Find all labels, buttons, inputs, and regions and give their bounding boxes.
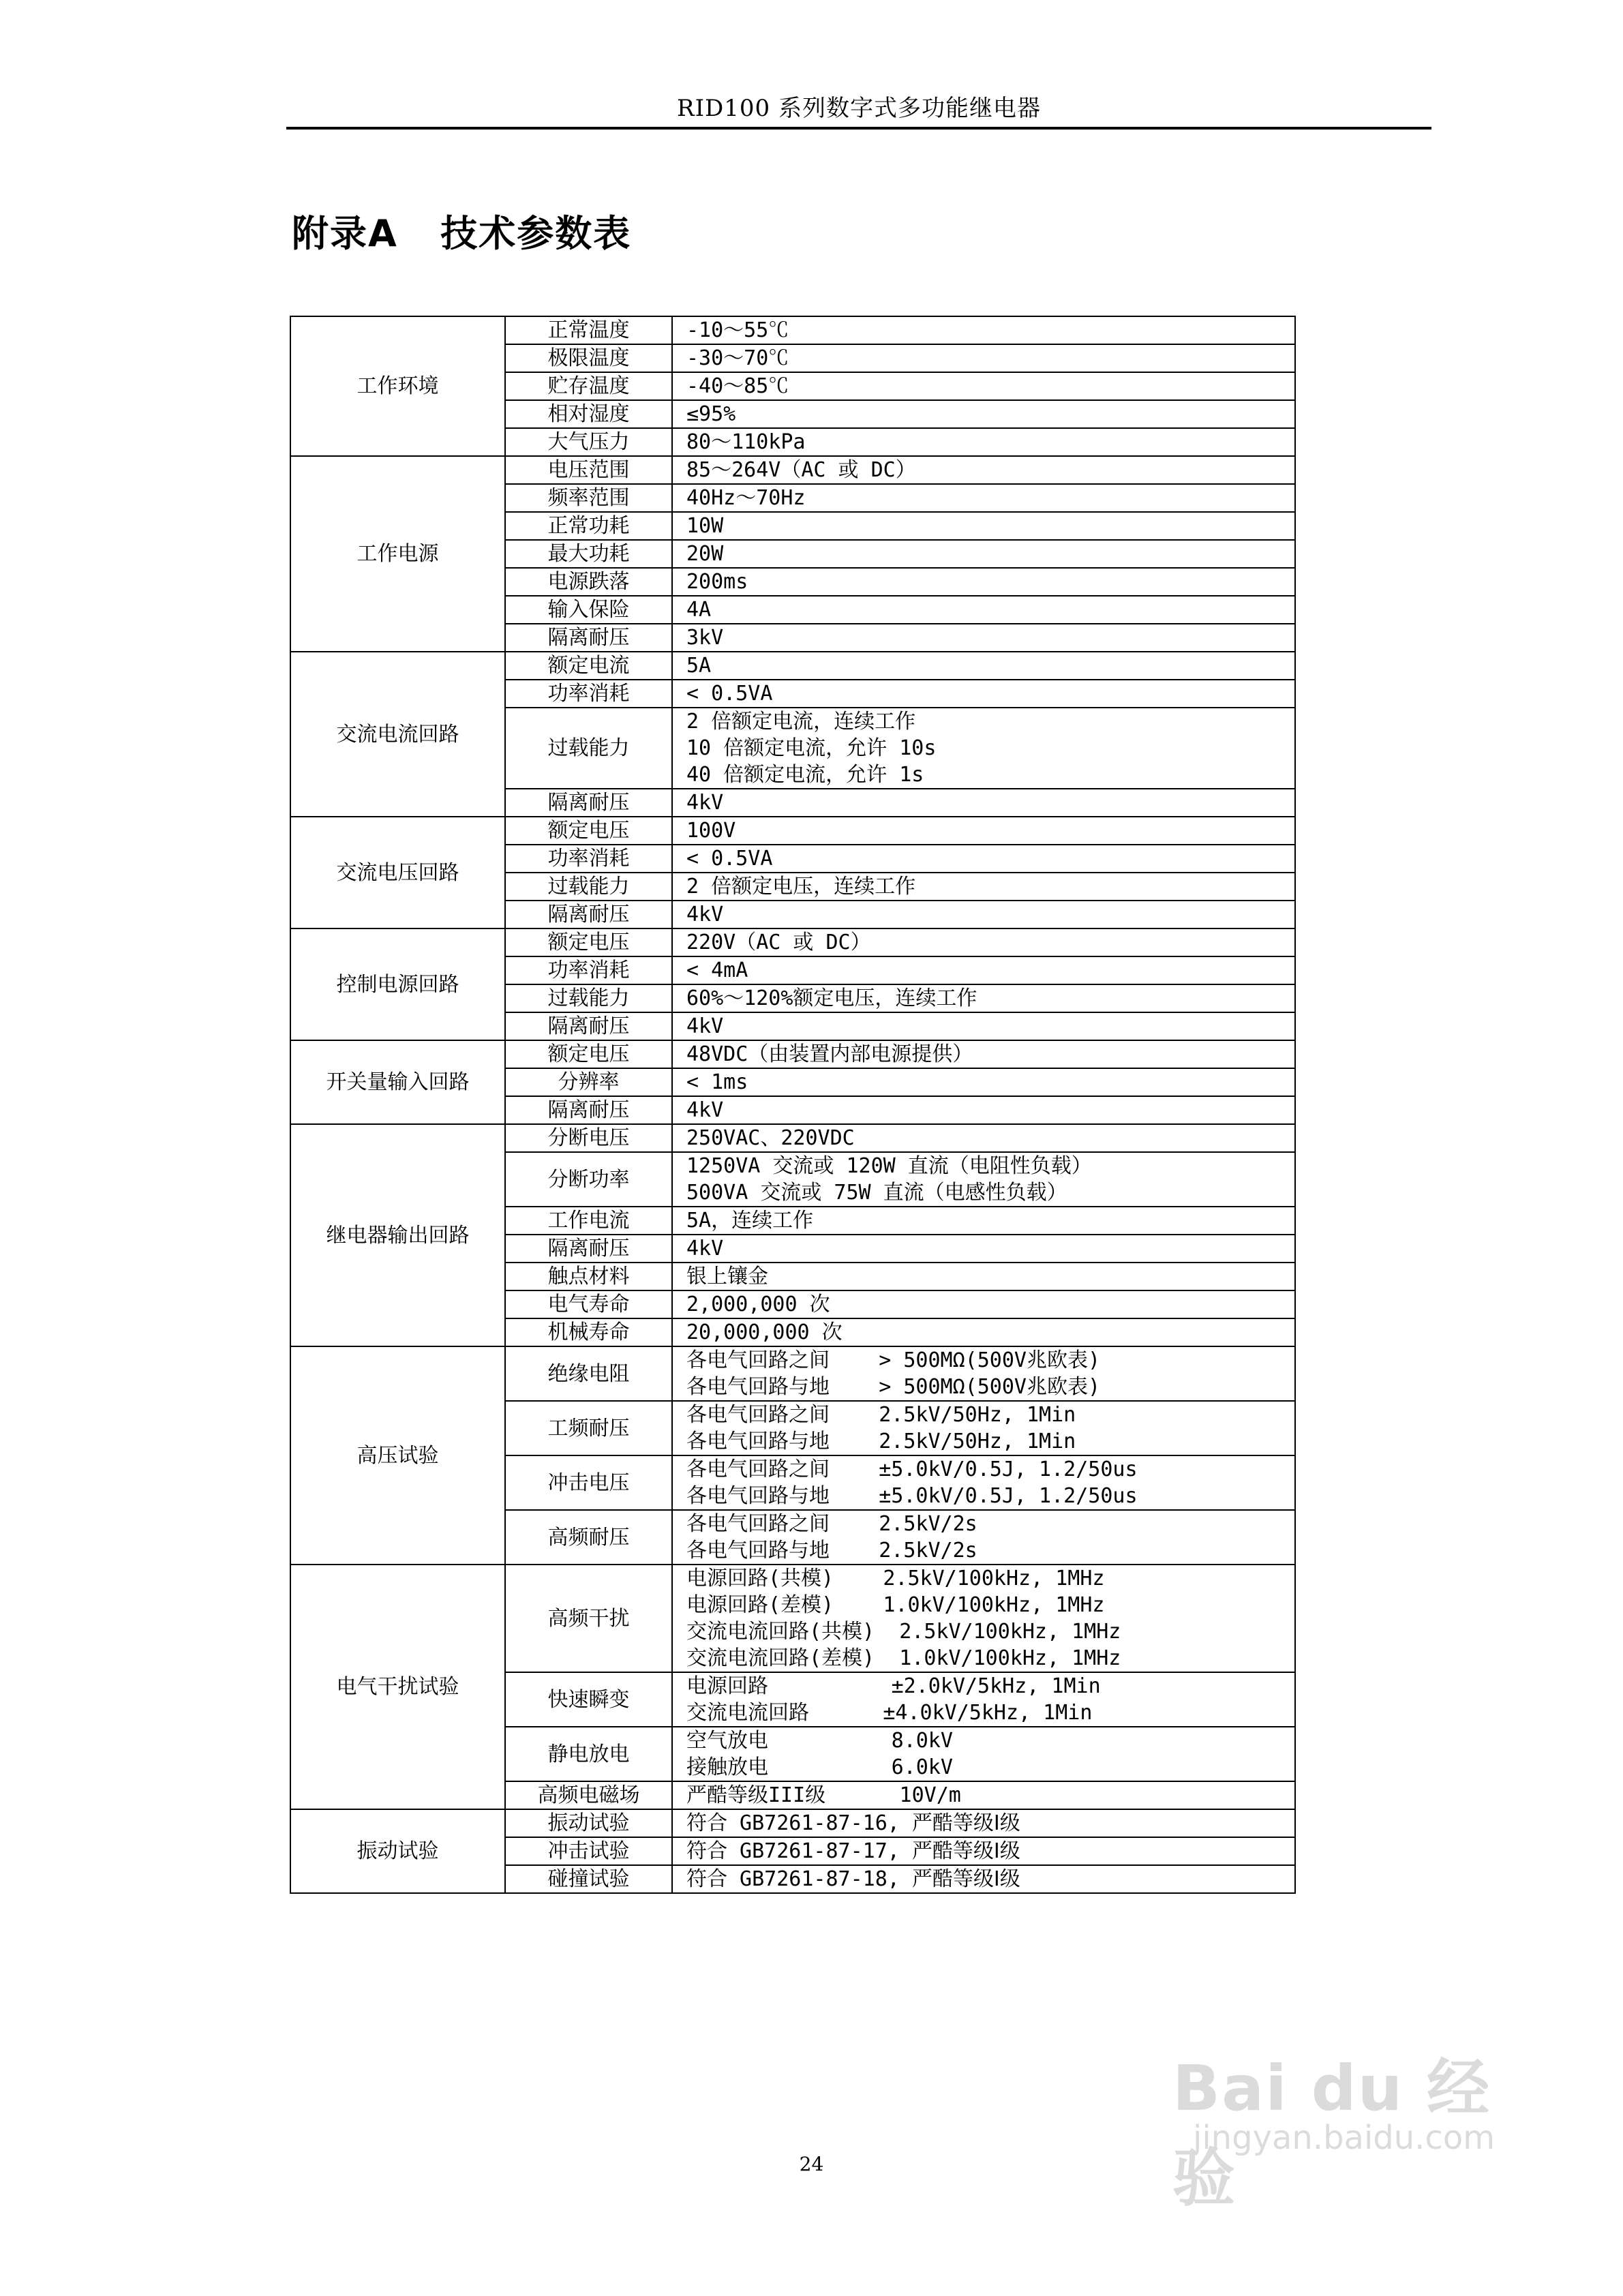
- value-line: < 0.5VA: [686, 682, 773, 706]
- value-line: < 4mA: [686, 958, 748, 982]
- parameter-cell: 高频干扰: [505, 1565, 672, 1672]
- appendix-title: 附录A 技术参数表: [292, 212, 632, 255]
- parameter-cell: 输入保险: [505, 596, 672, 624]
- value-line: 220V（AC 或 DC）: [686, 931, 871, 954]
- value-line: 各电气回路与地 2.5kV/2s: [686, 1539, 977, 1562]
- parameter-cell: 正常功耗: [505, 512, 672, 540]
- page-number: 24: [799, 2153, 824, 2175]
- value-cell: [672, 708, 1295, 789]
- value-cell: [672, 1510, 1295, 1565]
- parameter-cell: 电源跌落: [505, 568, 672, 596]
- value-cell: [672, 484, 1295, 512]
- value-cell: [672, 540, 1295, 568]
- value-line: 80～110kPa: [686, 430, 806, 454]
- value-line: 各电气回路之间 2.5kV/50Hz, 1Min: [686, 1403, 1076, 1427]
- value-cell: [672, 1040, 1295, 1068]
- value-cell: [672, 624, 1295, 652]
- value-line: 各电气回路与地 2.5kV/50Hz, 1Min: [686, 1430, 1076, 1453]
- value-line: 10W: [686, 514, 724, 538]
- value-cell: [672, 652, 1295, 680]
- category-cell: 继电器输出回路: [290, 1124, 505, 1346]
- value-line: 48VDC（由装置内部电源提供）: [686, 1042, 973, 1066]
- table-row: [290, 1124, 1295, 1152]
- table-row: [290, 1040, 1295, 1068]
- value-line: 银上镶金: [686, 1265, 768, 1288]
- parameter-cell: 贮存温度: [505, 372, 672, 400]
- parameter-cell: 工作电流: [505, 1207, 672, 1235]
- value-line: 5A，连续工作: [686, 1209, 814, 1233]
- parameter-cell: 频率范围: [505, 484, 672, 512]
- value-line: < 1ms: [686, 1070, 748, 1094]
- value-line: 2 倍额定电流，连续工作: [686, 710, 916, 734]
- parameter-cell: 过载能力: [505, 984, 672, 1012]
- parameter-cell: 绝缘电阻: [505, 1346, 672, 1401]
- value-cell: [672, 1401, 1295, 1455]
- table-row: [290, 652, 1295, 680]
- value-line: 10 倍额定电流，允许 10s: [686, 736, 937, 760]
- category-cell: 开关量输入回路: [290, 1040, 505, 1124]
- parameter-cell: 功率消耗: [505, 680, 672, 708]
- header-rule: [286, 127, 1431, 130]
- value-line: 85～264V（AC 或 DC）: [686, 458, 916, 482]
- value-cell: [672, 1318, 1295, 1346]
- value-line: -10～55℃: [686, 318, 789, 342]
- parameter-cell: 快速瞬变: [505, 1672, 672, 1727]
- value-line: 符合 GB7261-87-17, 严酷等级Ⅰ级: [686, 1839, 1020, 1863]
- value-line: 250VAC、220VDC: [686, 1126, 855, 1150]
- parameter-cell: 高频耐压: [505, 1510, 672, 1565]
- parameter-cell: 额定电压: [505, 1040, 672, 1068]
- parameter-cell: 分断电压: [505, 1124, 672, 1152]
- value-line: 电源回路(差模) 1.0kV/100kHz, 1MHz: [686, 1593, 1105, 1617]
- page-header: RID100 系列数字式多功能继电器: [677, 95, 1041, 122]
- parameter-cell: 电气寿命: [505, 1290, 672, 1318]
- value-cell: [672, 873, 1295, 901]
- value-line: 接触放电 6.0kV: [686, 1755, 953, 1779]
- value-line: 各电气回路与地 ±5.0kV/0.5J, 1.2/50us: [686, 1484, 1138, 1508]
- value-line: 各电气回路之间 ±5.0kV/0.5J, 1.2/50us: [686, 1457, 1138, 1481]
- parameter-cell: 高频电磁场: [505, 1781, 672, 1809]
- value-line: 40 倍额定电流，允许 1s: [686, 763, 924, 787]
- value-line: 电源回路(共模) 2.5kV/100kHz, 1MHz: [686, 1567, 1105, 1590]
- value-line: 5A: [686, 654, 712, 678]
- value-cell: [672, 680, 1295, 708]
- value-cell: [672, 817, 1295, 845]
- value-cell: [672, 956, 1295, 984]
- value-cell: [672, 845, 1295, 873]
- parameter-cell: 额定电压: [505, 817, 672, 845]
- value-line: 200ms: [686, 570, 748, 594]
- parameter-cell: 分辨率: [505, 1068, 672, 1096]
- value-line: 各电气回路之间 > 500MΩ(500V兆欧表): [686, 1348, 1101, 1372]
- parameter-cell: 功率消耗: [505, 845, 672, 873]
- value-cell: [672, 901, 1295, 928]
- parameter-cell: 隔离耐压: [505, 1012, 672, 1040]
- value-cell: [672, 1672, 1295, 1727]
- parameter-cell: 隔离耐压: [505, 901, 672, 928]
- value-cell: [672, 1837, 1295, 1865]
- value-line: < 0.5VA: [686, 847, 773, 871]
- value-cell: [672, 1124, 1295, 1152]
- value-cell: [672, 316, 1295, 344]
- spec-table: [290, 316, 1296, 1894]
- value-cell: [672, 1235, 1295, 1263]
- parameter-cell: 静电放电: [505, 1727, 672, 1781]
- parameter-cell: 机械寿命: [505, 1318, 672, 1346]
- value-cell: [672, 928, 1295, 956]
- watermark-url: jingyan.baidu.com: [1193, 2119, 1495, 2157]
- value-cell: [672, 1207, 1295, 1235]
- parameter-cell: 隔离耐压: [505, 789, 672, 817]
- value-line: 交流电流回路 ±4.0kV/5kHz, 1Min: [686, 1701, 1093, 1725]
- table-row: [290, 316, 1295, 344]
- table-row: [290, 817, 1295, 845]
- value-cell: [672, 596, 1295, 624]
- value-line: 4kV: [686, 1014, 724, 1038]
- value-cell: [672, 1068, 1295, 1096]
- value-line: 20,000,000 次: [686, 1320, 843, 1344]
- category-cell: 高压试验: [290, 1346, 505, 1565]
- parameter-cell: 分断功率: [505, 1152, 672, 1207]
- parameter-cell: 功率消耗: [505, 956, 672, 984]
- parameter-cell: 相对湿度: [505, 400, 672, 428]
- value-line: 交流电流回路(差模) 1.0kV/100kHz, 1MHz: [686, 1646, 1121, 1670]
- value-cell: [672, 1346, 1295, 1401]
- value-cell: [672, 428, 1295, 456]
- value-line: 严酷等级III级 10V/m: [686, 1783, 961, 1807]
- category-cell: 交流电压回路: [290, 817, 505, 928]
- parameter-cell: 触点材料: [505, 1263, 672, 1290]
- value-cell: [672, 1809, 1295, 1837]
- watermark-logo: Bai du 经验: [1172, 2052, 1491, 2215]
- value-cell: [672, 568, 1295, 596]
- parameter-cell: 大气压力: [505, 428, 672, 456]
- value-cell: [672, 1865, 1295, 1893]
- parameter-cell: 隔离耐压: [505, 1096, 672, 1124]
- value-line: 2,000,000 次: [686, 1293, 830, 1316]
- table-row: [290, 1809, 1295, 1837]
- value-cell: [672, 512, 1295, 540]
- table-row: [290, 1565, 1295, 1672]
- parameter-cell: 隔离耐压: [505, 1235, 672, 1263]
- table-row: [290, 456, 1295, 484]
- value-line: 1250VA 交流或 120W 直流（电阻性负载）: [686, 1154, 1092, 1178]
- value-cell: [672, 1727, 1295, 1781]
- value-line: 4kV: [686, 1237, 724, 1260]
- value-line: 各电气回路与地 > 500MΩ(500V兆欧表): [686, 1375, 1101, 1399]
- parameter-cell: 最大功耗: [505, 540, 672, 568]
- category-cell: 控制电源回路: [290, 928, 505, 1040]
- value-cell: [672, 1152, 1295, 1207]
- value-cell: [672, 400, 1295, 428]
- value-line: -30～70℃: [686, 346, 789, 370]
- value-cell: [672, 789, 1295, 817]
- value-cell: [672, 984, 1295, 1012]
- table-row: [290, 928, 1295, 956]
- parameter-cell: 冲击电压: [505, 1455, 672, 1510]
- category-cell: 电气干扰试验: [290, 1565, 505, 1809]
- parameter-cell: 振动试验: [505, 1809, 672, 1837]
- table-row: [290, 1346, 1295, 1401]
- value-line: 60%～120%额定电压，连续工作: [686, 986, 977, 1010]
- parameter-cell: 极限温度: [505, 344, 672, 372]
- value-line: 500VA 交流或 75W 直流（电感性负载）: [686, 1181, 1067, 1205]
- parameter-cell: 隔离耐压: [505, 624, 672, 652]
- value-line: 空气放电 8.0kV: [686, 1729, 953, 1753]
- parameter-cell: 碰撞试验: [505, 1865, 672, 1893]
- value-line: 2 倍额定电压，连续工作: [686, 875, 916, 898]
- category-cell: 振动试验: [290, 1809, 505, 1893]
- value-line: 4kV: [686, 903, 724, 926]
- watermark: [1152, 2031, 1534, 2215]
- value-cell: [672, 1012, 1295, 1040]
- parameter-cell: 过载能力: [505, 708, 672, 789]
- value-cell: [672, 1290, 1295, 1318]
- parameter-cell: 过载能力: [505, 873, 672, 901]
- value-cell: [672, 1455, 1295, 1510]
- value-line: 电源回路 ±2.0kV/5kHz, 1Min: [686, 1674, 1101, 1698]
- value-line: 40Hz～70Hz: [686, 486, 806, 510]
- value-line: 各电气回路之间 2.5kV/2s: [686, 1512, 977, 1536]
- category-cell: 交流电流回路: [290, 652, 505, 817]
- value-cell: [672, 372, 1295, 400]
- value-cell: [672, 1096, 1295, 1124]
- value-cell: [672, 344, 1295, 372]
- value-line: 3kV: [686, 626, 724, 650]
- category-cell: 工作电源: [290, 456, 505, 652]
- value-line: 4kV: [686, 1098, 724, 1122]
- value-line: 交流电流回路(共模) 2.5kV/100kHz, 1MHz: [686, 1620, 1121, 1644]
- value-line: ≤95%: [686, 402, 736, 426]
- parameter-cell: 冲击试验: [505, 1837, 672, 1865]
- value-line: 4A: [686, 598, 712, 622]
- parameter-cell: 正常温度: [505, 316, 672, 344]
- value-cell: [672, 456, 1295, 484]
- value-cell: [672, 1263, 1295, 1290]
- parameter-cell: 额定电流: [505, 652, 672, 680]
- value-cell: [672, 1781, 1295, 1809]
- value-line: -40～85℃: [686, 374, 789, 398]
- parameter-cell: 工频耐压: [505, 1401, 672, 1455]
- value-line: 符合 GB7261-87-16, 严酷等级Ⅰ级: [686, 1811, 1020, 1835]
- value-line: 20W: [686, 542, 724, 566]
- parameter-cell: 电压范围: [505, 456, 672, 484]
- value-cell: [672, 1565, 1295, 1672]
- value-line: 4kV: [686, 791, 724, 815]
- category-cell: 工作环境: [290, 316, 505, 456]
- parameter-cell: 额定电压: [505, 928, 672, 956]
- value-line: 100V: [686, 819, 736, 843]
- value-line: 符合 GB7261-87-18, 严酷等级Ⅰ级: [686, 1867, 1020, 1891]
